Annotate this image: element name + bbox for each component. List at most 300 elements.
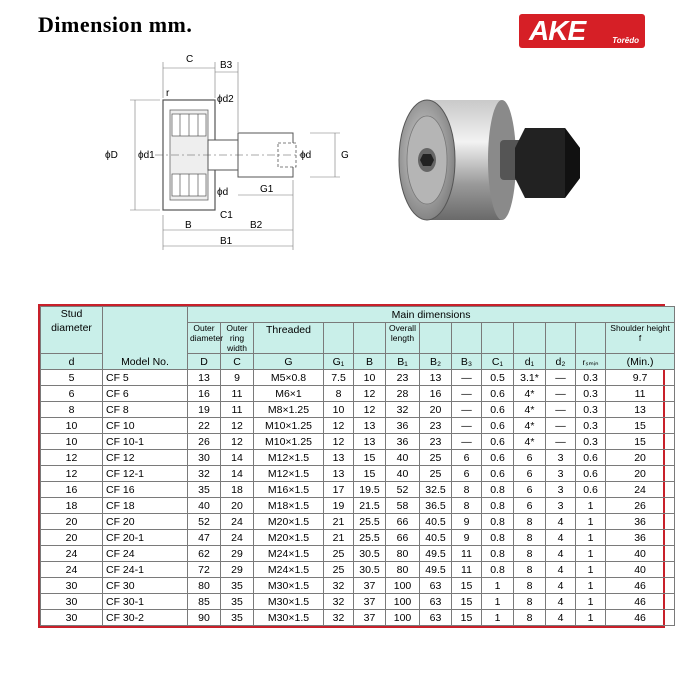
table-cell: 4 — [546, 530, 576, 546]
table-cell: M18×1.5 — [254, 498, 324, 514]
table-cell: 16 — [188, 386, 221, 402]
model-cell: CF 30-2 — [103, 610, 188, 626]
table-cell: 8 — [452, 482, 482, 498]
header-shoulder-height-label: Shoulder height — [610, 323, 670, 333]
table-cell: 32.5 — [420, 482, 452, 498]
table-cell: 29 — [221, 562, 254, 578]
table-row — [41, 402, 675, 418]
header-min: (Min.) — [606, 354, 675, 370]
table-cell: 11 — [452, 562, 482, 578]
table-cell: 3 — [546, 466, 576, 482]
table-cell: 21 — [324, 514, 354, 530]
table-cell: 100 — [386, 610, 420, 626]
table-cell: 23 — [420, 434, 452, 450]
table-cell: 30.5 — [354, 562, 386, 578]
table-cell: 4* — [514, 418, 546, 434]
table-cell: 24 — [606, 482, 675, 498]
table-cell: 0.8 — [482, 498, 514, 514]
table-cell: 40.5 — [420, 514, 452, 530]
table-cell: 6 — [514, 450, 546, 466]
table-body — [41, 370, 675, 626]
table-cell: 6 — [452, 466, 482, 482]
table-cell: 1 — [482, 578, 514, 594]
model-cell: CF 18 — [103, 498, 188, 514]
logo-text: AKE — [529, 15, 586, 46]
header-main-dimensions: Main dimensions — [188, 307, 675, 323]
table-cell: 4 — [546, 562, 576, 578]
label-G1: G1 — [260, 184, 274, 195]
table-cell: 37 — [354, 578, 386, 594]
table-cell: 19 — [324, 498, 354, 514]
table-cell: 1 — [576, 546, 606, 562]
table-cell: 0.3 — [576, 418, 606, 434]
table-cell: 0.6 — [482, 434, 514, 450]
table-cell: 0.3 — [576, 386, 606, 402]
table-cell: 0.8 — [482, 562, 514, 578]
table-cell: 24 — [41, 562, 103, 578]
table-cell: 4 — [546, 546, 576, 562]
table-cell: 46 — [606, 610, 675, 626]
table-cell: 0.8 — [482, 546, 514, 562]
table-cell: 28 — [386, 386, 420, 402]
table-cell: 12 — [41, 450, 103, 466]
table-cell: 63 — [420, 578, 452, 594]
table-cell: 6 — [452, 450, 482, 466]
table-row — [41, 386, 675, 402]
table-cell: 100 — [386, 594, 420, 610]
table-row — [41, 466, 675, 482]
table-row — [41, 482, 675, 498]
table-cell: 3 — [546, 498, 576, 514]
table-cell: 10 — [354, 370, 386, 386]
model-cell: CF 30-1 — [103, 594, 188, 610]
table-cell: 7.5 — [324, 370, 354, 386]
table-cell: 4 — [546, 514, 576, 530]
table-cell: — — [546, 386, 576, 402]
table-cell: 0.6 — [482, 450, 514, 466]
table-cell: M10×1.25 — [254, 434, 324, 450]
table-cell: 12 — [221, 434, 254, 450]
table-cell: 40 — [188, 498, 221, 514]
label-B: B — [185, 220, 192, 231]
table-cell: 25.5 — [354, 514, 386, 530]
table-cell: 1 — [576, 562, 606, 578]
table-cell: 49.5 — [420, 562, 452, 578]
label-C: C — [186, 54, 194, 65]
table-cell: 35 — [221, 594, 254, 610]
table-cell: 3.1* — [514, 370, 546, 386]
header-rsmin: rₛₘᵢₙ — [576, 354, 606, 370]
table-cell: 1 — [482, 594, 514, 610]
table-cell: 24 — [221, 514, 254, 530]
model-cell: CF 20 — [103, 514, 188, 530]
table-row — [41, 450, 675, 466]
table-cell: 72 — [188, 562, 221, 578]
model-cell: CF 6 — [103, 386, 188, 402]
table-cell: 1 — [576, 594, 606, 610]
header-overall-length: Overall length — [386, 323, 420, 354]
header-stud-diameter: Stud diameter — [41, 307, 103, 354]
table-cell: 49.5 — [420, 546, 452, 562]
table-cell: 6 — [41, 386, 103, 402]
table-cell: 40 — [386, 466, 420, 482]
label-G: G — [341, 150, 349, 161]
table-cell: M12×1.5 — [254, 466, 324, 482]
table-cell: 1 — [576, 514, 606, 530]
table-cell: 8 — [514, 610, 546, 626]
table-cell: M6×1 — [254, 386, 324, 402]
table-cell: 20 — [221, 498, 254, 514]
table-cell: 15 — [354, 466, 386, 482]
table-cell: 30.5 — [354, 546, 386, 562]
table-cell: — — [452, 370, 482, 386]
table-row — [41, 610, 675, 626]
product-photo — [395, 88, 595, 238]
table-row — [41, 546, 675, 562]
table-cell: 0.3 — [576, 402, 606, 418]
table-cell: 9 — [452, 530, 482, 546]
table-cell: 15 — [606, 434, 675, 450]
model-cell: CF 12-1 — [103, 466, 188, 482]
table-cell: 80 — [386, 546, 420, 562]
table-cell: M16×1.5 — [254, 482, 324, 498]
table-cell: 24 — [41, 546, 103, 562]
table-cell: 47 — [188, 530, 221, 546]
label-d-bottom: ϕd — [217, 187, 229, 198]
table-cell: 4 — [546, 578, 576, 594]
table-cell: 4* — [514, 402, 546, 418]
table-cell: 11 — [221, 402, 254, 418]
table-cell: 0.6 — [576, 482, 606, 498]
page-title: Dimension mm. — [38, 12, 193, 37]
table-cell: 15 — [452, 578, 482, 594]
table-cell: 20 — [606, 450, 675, 466]
label-d2-top: ϕd2 — [217, 94, 234, 105]
table-cell: 23 — [420, 418, 452, 434]
table-cell: 13 — [420, 370, 452, 386]
table-cell: — — [546, 402, 576, 418]
table-cell: 0.6 — [482, 402, 514, 418]
header-D: D — [188, 354, 221, 370]
table-cell: M12×1.5 — [254, 450, 324, 466]
table-cell: 26 — [606, 498, 675, 514]
table-cell: 32 — [324, 594, 354, 610]
label-r: r — [166, 88, 170, 99]
table-cell: 1 — [576, 610, 606, 626]
table-cell: 66 — [386, 514, 420, 530]
table-cell: — — [546, 370, 576, 386]
table-cell: M24×1.5 — [254, 562, 324, 578]
table-cell: 13 — [188, 370, 221, 386]
dimension-table — [38, 304, 670, 628]
table-cell: 0.6 — [576, 450, 606, 466]
model-cell: CF 20-1 — [103, 530, 188, 546]
table-row — [41, 434, 675, 450]
table-cell: 15 — [452, 610, 482, 626]
table-row — [41, 370, 675, 386]
table-cell: 9 — [221, 370, 254, 386]
table-cell: 5 — [41, 370, 103, 386]
table-cell: 36 — [606, 530, 675, 546]
model-cell: CF 10-1 — [103, 434, 188, 450]
table-cell: 4* — [514, 386, 546, 402]
table-cell: 80 — [386, 562, 420, 578]
table-cell: M8×1.25 — [254, 402, 324, 418]
header-C1: C₁ — [482, 354, 514, 370]
model-cell: CF 16 — [103, 482, 188, 498]
table-cell: 32 — [188, 466, 221, 482]
table-cell: M20×1.5 — [254, 530, 324, 546]
table-cell: 3 — [546, 482, 576, 498]
table-cell: 10 — [41, 418, 103, 434]
table-row — [41, 594, 675, 610]
header-C: C — [221, 354, 254, 370]
table-cell: 0.5 — [482, 370, 514, 386]
table-cell: 1 — [482, 610, 514, 626]
table-cell: 11 — [452, 546, 482, 562]
label-d1: ϕd1 — [138, 150, 155, 161]
table-cell: 15 — [606, 418, 675, 434]
table-row — [41, 514, 675, 530]
table-cell: 15 — [452, 594, 482, 610]
table-cell: 46 — [606, 594, 675, 610]
label-D: ϕD — [105, 150, 118, 161]
table-cell: 40 — [386, 450, 420, 466]
table-cell: M30×1.5 — [254, 610, 324, 626]
table-cell: 30 — [188, 450, 221, 466]
table-cell: 9.7 — [606, 370, 675, 386]
model-cell: CF 24 — [103, 546, 188, 562]
table-cell: 29 — [221, 546, 254, 562]
header-B3: B₃ — [452, 354, 482, 370]
table-cell: 35 — [188, 482, 221, 498]
table-cell: 32 — [324, 610, 354, 626]
table-cell: 25.5 — [354, 530, 386, 546]
table-cell: 32 — [324, 578, 354, 594]
table-cell: 37 — [354, 610, 386, 626]
table-row — [41, 530, 675, 546]
table-cell: 13 — [354, 434, 386, 450]
table-cell: 100 — [386, 578, 420, 594]
table-cell: 63 — [420, 610, 452, 626]
table-cell: 25 — [324, 546, 354, 562]
table-cell: 11 — [221, 386, 254, 402]
table-cell: 8 — [514, 578, 546, 594]
table-row — [41, 418, 675, 434]
table-cell: — — [546, 434, 576, 450]
table-cell: 20 — [41, 514, 103, 530]
table-cell: 8 — [41, 402, 103, 418]
table-cell: 35 — [221, 578, 254, 594]
table-cell: 19.5 — [354, 482, 386, 498]
table-cell: 8 — [514, 514, 546, 530]
label-B2: B2 — [250, 220, 263, 231]
header-threaded: Threaded — [254, 323, 324, 354]
table-cell: 30 — [41, 594, 103, 610]
header-outer-diameter: Outer diameter — [188, 323, 221, 354]
table-cell: 25 — [420, 450, 452, 466]
table-cell: 3 — [546, 450, 576, 466]
label-B1: B1 — [220, 236, 233, 247]
table-cell: 0.3 — [576, 434, 606, 450]
table-cell: 11 — [606, 386, 675, 402]
model-cell: CF 12 — [103, 450, 188, 466]
table-cell: M30×1.5 — [254, 578, 324, 594]
table-cell: 1 — [576, 530, 606, 546]
logo-subtext: Torēdo — [612, 36, 639, 45]
table-cell: 66 — [386, 530, 420, 546]
table-cell: 4 — [546, 610, 576, 626]
table-cell: 19 — [188, 402, 221, 418]
table-cell: 37 — [354, 594, 386, 610]
label-C1: C1 — [220, 210, 233, 221]
table-cell: 30 — [41, 578, 103, 594]
header-G: G — [254, 354, 324, 370]
table-cell: 0.3 — [576, 370, 606, 386]
table-cell: 8 — [514, 530, 546, 546]
table-cell: 85 — [188, 594, 221, 610]
table-cell: 14 — [221, 450, 254, 466]
table-cell: 21.5 — [354, 498, 386, 514]
table-cell: 0.8 — [482, 514, 514, 530]
model-cell: CF 8 — [103, 402, 188, 418]
table-cell: 80 — [188, 578, 221, 594]
header-B: B — [354, 354, 386, 370]
table-cell: — — [452, 386, 482, 402]
table-cell: 12 — [324, 434, 354, 450]
label-B3: B3 — [220, 60, 233, 71]
model-cell: CF 30 — [103, 578, 188, 594]
table-cell: 58 — [386, 498, 420, 514]
table-cell: 26 — [188, 434, 221, 450]
table-cell: — — [452, 402, 482, 418]
table-cell: 32 — [386, 402, 420, 418]
header-model: Model No. — [103, 307, 188, 370]
table-cell: 0.8 — [482, 482, 514, 498]
table-cell: 10 — [41, 434, 103, 450]
table-cell: 62 — [188, 546, 221, 562]
table-cell: 40 — [606, 546, 675, 562]
header-f: f — [638, 333, 642, 343]
table-cell: 25 — [420, 466, 452, 482]
model-cell: CF 5 — [103, 370, 188, 386]
table-cell: 6 — [514, 482, 546, 498]
table-cell: 22 — [188, 418, 221, 434]
table-cell: 1 — [576, 578, 606, 594]
table-cell: 0.6 — [482, 466, 514, 482]
table-cell: M5×0.8 — [254, 370, 324, 386]
table-cell: 12 — [221, 418, 254, 434]
technical-drawing — [100, 50, 380, 255]
header-B1: B₁ — [386, 354, 420, 370]
header-G1: G₁ — [324, 354, 354, 370]
table-cell: 25 — [324, 562, 354, 578]
table-cell: 16 — [41, 482, 103, 498]
table-cell: 18 — [41, 498, 103, 514]
table-cell: 0.6 — [576, 466, 606, 482]
table-cell: 52 — [188, 514, 221, 530]
table-cell: 35 — [221, 610, 254, 626]
table-cell: 10 — [324, 402, 354, 418]
table-cell: 20 — [41, 530, 103, 546]
table-cell: 14 — [221, 466, 254, 482]
table-cell: 0.8 — [482, 530, 514, 546]
brand-logo — [519, 14, 645, 48]
table-row — [41, 562, 675, 578]
table-cell: 16 — [420, 386, 452, 402]
table-cell: 8 — [514, 546, 546, 562]
table-cell: 40.5 — [420, 530, 452, 546]
table-row — [41, 498, 675, 514]
table-cell: 46 — [606, 578, 675, 594]
table-cell: M30×1.5 — [254, 594, 324, 610]
table-cell: 20 — [420, 402, 452, 418]
table-cell: 8 — [324, 386, 354, 402]
table-cell: 36 — [386, 418, 420, 434]
table-cell: — — [452, 434, 482, 450]
table-cell: 17 — [324, 482, 354, 498]
table-cell: 12 — [324, 418, 354, 434]
table-cell: 36 — [386, 434, 420, 450]
table-cell: 12 — [41, 466, 103, 482]
table-cell: 52 — [386, 482, 420, 498]
table-cell: 8 — [514, 594, 546, 610]
table-cell: — — [452, 418, 482, 434]
table-cell: M20×1.5 — [254, 514, 324, 530]
table-cell: M10×1.25 — [254, 418, 324, 434]
table-cell: 30 — [41, 610, 103, 626]
header-B2: B₂ — [420, 354, 452, 370]
header-d1: d₁ — [514, 354, 546, 370]
table-cell: 13 — [324, 466, 354, 482]
table-cell: 40 — [606, 562, 675, 578]
table-cell: 13 — [354, 418, 386, 434]
label-d-right: ϕd — [300, 150, 312, 161]
table-row — [41, 578, 675, 594]
table-cell: 0.6 — [482, 418, 514, 434]
table-cell: 36 — [606, 514, 675, 530]
table-cell: M24×1.5 — [254, 546, 324, 562]
table-cell: 0.6 — [482, 386, 514, 402]
table-cell: 90 — [188, 610, 221, 626]
table-cell: 13 — [606, 402, 675, 418]
table-cell: — — [546, 418, 576, 434]
header-shoulder-height — [606, 323, 675, 354]
table-cell: 36.5 — [420, 498, 452, 514]
header-d: d — [41, 354, 103, 370]
model-cell: CF 24-1 — [103, 562, 188, 578]
table-cell: 9 — [452, 514, 482, 530]
header-outer-ring-width: Outer ring width — [221, 323, 254, 354]
header-d2: d₂ — [546, 354, 576, 370]
table-cell: 20 — [606, 466, 675, 482]
table-cell: 13 — [324, 450, 354, 466]
model-cell: CF 10 — [103, 418, 188, 434]
table-cell: 4 — [546, 594, 576, 610]
table-cell: 63 — [420, 594, 452, 610]
table-cell: 6 — [514, 466, 546, 482]
table-cell: 18 — [221, 482, 254, 498]
table-cell: 6 — [514, 498, 546, 514]
table-cell: 12 — [354, 402, 386, 418]
table-cell: 24 — [221, 530, 254, 546]
table-cell: 23 — [386, 370, 420, 386]
table-cell: 15 — [354, 450, 386, 466]
table-cell: 8 — [514, 562, 546, 578]
table-cell: 21 — [324, 530, 354, 546]
table-cell: 4* — [514, 434, 546, 450]
table-cell: 12 — [354, 386, 386, 402]
